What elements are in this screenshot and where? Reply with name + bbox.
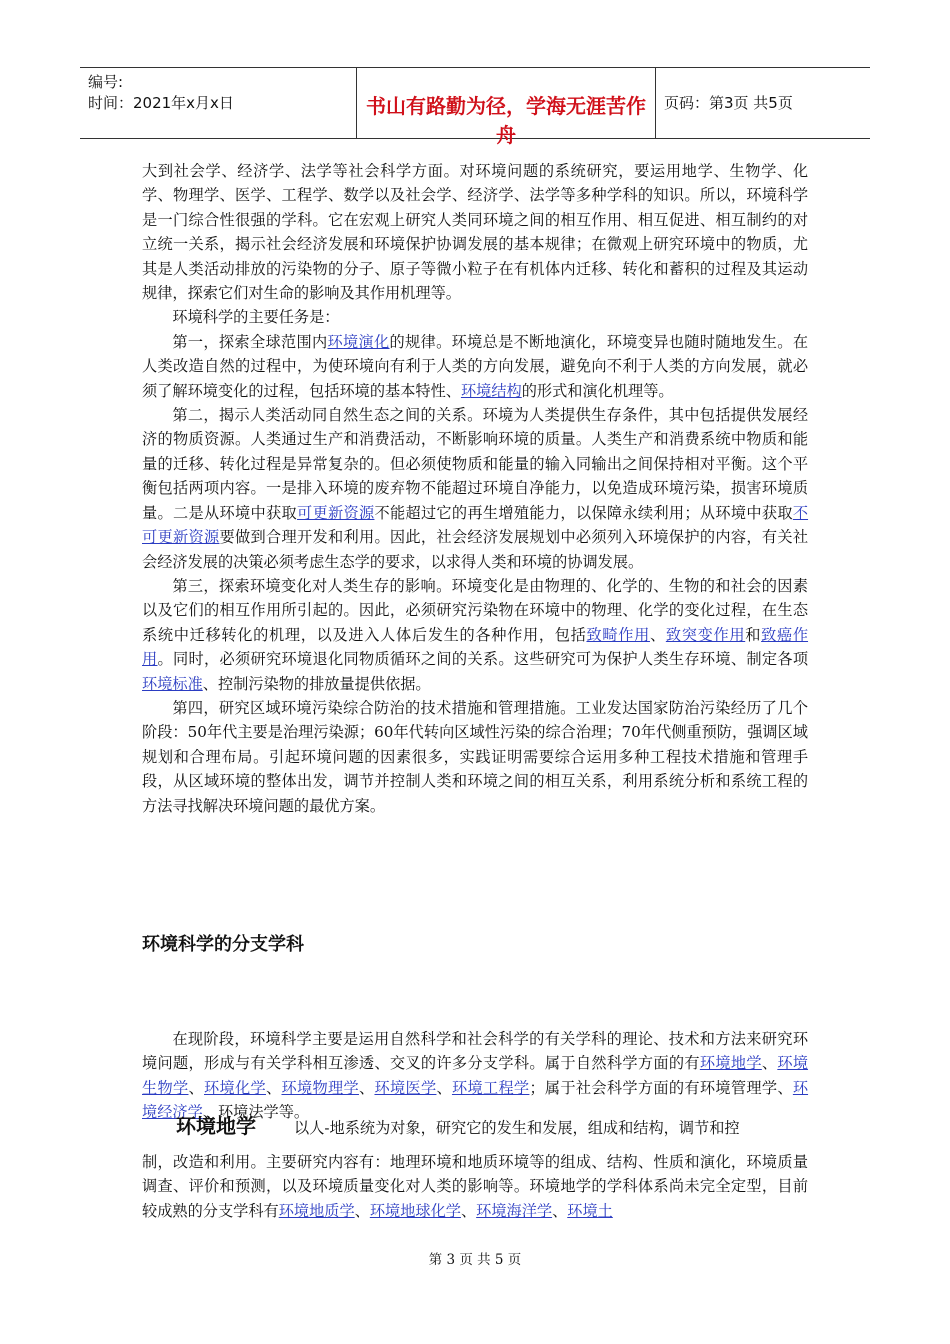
header-meta (88, 72, 276, 114)
separator: 、 (460, 1201, 477, 1220)
separator: 、 (265, 1078, 282, 1097)
geoscience-section (142, 1112, 808, 1223)
link-env-structure[interactable]: 环境结构 (460, 381, 522, 400)
separator: 、 (436, 1078, 452, 1097)
paragraph: 第四，研究区域环境污染综合防治的技术措施和管理措施。工业发达国家防治污染经历了几个阶段：50年代主要是治理污染源；60年代转向区域性污染的综合治理；70年代侧重预防，强调区域规划和合理布局。引起环境问题的因素很多，实践证明需要综合运用多种工程技术措施和管理手段，从区域环境的整体出发，调节并控制人类和环境之间的相互关系，利用系统分析和系统工程的方法寻找解决环境问题的最优方案。 (142, 698, 808, 815)
link-env-geology[interactable]: 环境地质学 (278, 1201, 355, 1220)
link-env-chemistry[interactable]: 环境化学 (204, 1078, 266, 1097)
text-span: 要做到合理开发和利用。因此，社会经济发展规划中必须列入环境保护的内容，有关社会经济发展的决策必须考虑生态学的要求，以求得人类和环境的协调发展。 (142, 528, 809, 571)
separator: 、 (358, 1078, 375, 1097)
paragraph (142, 403, 808, 574)
text-span: ；属于社会科学方面的有环境管理学、 (529, 1078, 793, 1097)
link-teratogenic[interactable]: 致畸作用 (586, 625, 650, 644)
text-span: 的规律。环境总是不断地演化，环境变异也随时随地发生。在人类改造自然的过程中，为使环境向有利于人类的方向发展，避免向不利于人类的方向发展，就必须了解环境变化的过程，包括环境的基本特性、 (142, 332, 809, 400)
text-span: 、环境法学等。 (202, 1103, 310, 1122)
link-env-economics[interactable]: 环境经济学 (142, 1078, 809, 1122)
separator: 、 (188, 1078, 204, 1097)
paragraph (142, 1027, 808, 1125)
separator: 、 (354, 1201, 370, 1220)
link-nonrenewable-resources[interactable]: 不可更新资源 (142, 503, 809, 547)
branch-section (142, 1027, 808, 1125)
page-header (80, 67, 870, 147)
geoscience-title: 环境地学 (176, 1114, 256, 1138)
page-footer: 第 3 页 共 5 页 (428, 1252, 522, 1268)
link-env-standard[interactable]: 环境标准 (142, 674, 203, 693)
text-span: 、 (649, 625, 666, 644)
link-env-oceanography[interactable]: 环境海洋学 (476, 1201, 553, 1220)
header-divider (655, 68, 656, 138)
text-span: 第三，探索环境变化对人类生存的影响。环境变化是由物理的、化学的、生物的和社会的因素以及它们的相互作用所引起的。因此，必须研究污染物在环境中的物理、化学的变化过程，在生态系统中迁移转化的机理，以及进入人体后发生的各种作用，包括 (142, 576, 808, 644)
link-carcinogenic[interactable]: 致癌作用 (142, 625, 809, 669)
link-env-medicine[interactable]: 环境医学 (374, 1078, 437, 1097)
text-span: 制，改造和利用。主要研究内容有：地理环境和地质环境等的组成、结构、性质和演化，环境质量调查、评价和预测，以及环境质量变化对人类的影响等。环境地学的学科体系尚未完全定型，目前较成熟的分支学科有 (142, 1153, 808, 1220)
link-env-engineering[interactable]: 环境工程学 (451, 1078, 530, 1097)
separator: 、 (761, 1054, 778, 1073)
main-text (142, 159, 808, 818)
text-span: 第二，揭示人类活动同自然生态之间的关系。环境为人类提供生存条件，其中包括提供发展经济的物质资源。人类通过生产和消费活动，不断影响环境的质量。人类生产和消费系统中物质和能量的迁移、转化过程是异常复杂的。但必须使物质和能量的输入同输出之间保持相对平衡。这个平衡包括两项内容。一是排入环境的废弃物不能超过环境自净能力，以免造成环境污染，损害环境质量。二是从环境中获取 (142, 406, 808, 522)
geoscience-intro (142, 1112, 808, 1142)
link-env-physics[interactable]: 环境物理学 (281, 1078, 359, 1097)
text-span: 以人-地系统为对象，研究它的发生和发展，组成和结构，调节和控 (294, 1119, 740, 1137)
link-env-geochemistry[interactable]: 环境地球化学 (369, 1201, 461, 1220)
link-renewable-resources[interactable]: 可更新资源 (296, 503, 375, 522)
header-number: 编号: (88, 73, 124, 91)
section-heading: 环境科学的分支学科 (142, 934, 304, 955)
paragraph (142, 1150, 808, 1223)
separator: 、 (552, 1201, 568, 1220)
paragraph: 环境科学的主要任务是： (172, 308, 340, 327)
paragraph (142, 574, 808, 696)
link-env-geoscience[interactable]: 环境地学 (699, 1054, 762, 1073)
text-span: 的形式和演化机理等。 (521, 381, 674, 400)
text-span: 和 (745, 625, 762, 644)
text-span: 。同时，必须研究环境退化同物质循环之间的关系。这些研究可为保护人类生存环境、制定各项 (157, 650, 809, 669)
link-env-evolution[interactable]: 环境演化 (327, 332, 390, 351)
header-divider (356, 68, 357, 138)
paragraph (142, 330, 808, 403)
text-span: 第一，探索全球范围内 (172, 332, 328, 351)
header-page-number: 页码：第3页 共5页 (664, 94, 793, 112)
link-mutagenic[interactable]: 致突变作用 (665, 625, 746, 644)
link-env-biology[interactable]: 环境生物学 (142, 1054, 809, 1097)
header-motto: 书山有路勤为径，学海无涯苦作舟 (366, 94, 646, 147)
link-env-soil[interactable]: 环境土 (567, 1201, 613, 1220)
paragraph: 大到社会学、经济学、法学等社会科学方面。对环境问题的系统研究，要运用地学、生物学、化学、物理学、医学、工程学、数学以及社会学、经济学、法学等多种学科的知识。所以，环境科学是一门综合性很强的学科。它在宏观上研究人类同环境之间的相互作用、相互促进、相互制约的对立统一关系，揭示社会经济发展和环境保护协调发展的基本规律；在微观上研究环境中的物质，尤其是人类活动排放的污染物的分子、原子等微小粒子在有机体内迁移、转化和蓄积的过程及其运动规律，探索它们对生命的影响及其作用机理等。 (142, 162, 808, 303)
text-span: 不能超过它的再生增殖能力，以保障永续利用；从环境中获取 (374, 503, 793, 522)
header-date: 时间：2021年x月x日 (88, 94, 234, 112)
text-span: 、控制污染物的排放量提供依据。 (202, 674, 431, 693)
text-span: 在现阶段，环境科学主要是运用自然科学和社会科学的有关学科的理论、技术和方法来研究环境问题，形成与有关学科相互渗透、交叉的许多分支学科。属于自然科学方面的有 (142, 1030, 808, 1073)
